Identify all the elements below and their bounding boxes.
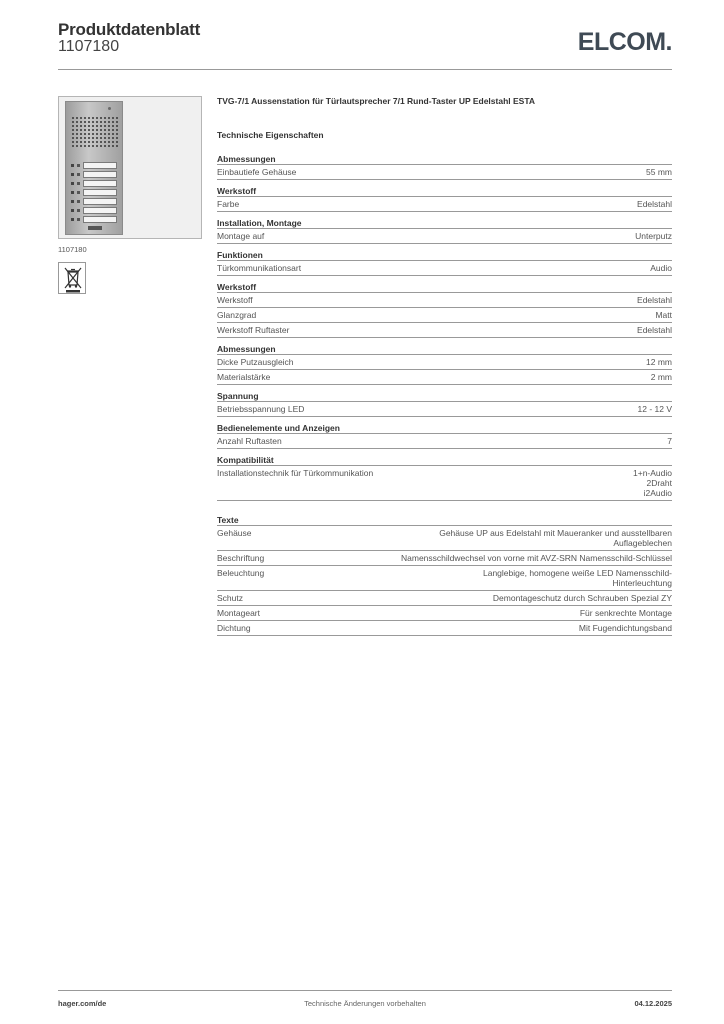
spec-label: Schutz <box>217 593 243 603</box>
document-title: Produktdatenblatt <box>58 20 201 39</box>
spec-row <box>217 566 672 591</box>
spec-label: Werkstoff <box>217 295 253 305</box>
spec-value: Edelstahl <box>637 325 672 335</box>
spec-row <box>217 323 672 338</box>
spec-row <box>217 466 672 501</box>
spec-value: 12 - 12 V <box>637 404 672 414</box>
spec-label: Glanzgrad <box>217 310 257 320</box>
spec-value: Demontageschutz durch Schrauben Spezial ZY <box>492 593 672 603</box>
call-button-row <box>71 207 119 214</box>
technical-properties-heading: Technische Eigenschaften <box>217 130 324 140</box>
spec-value: 55 mm <box>646 167 672 177</box>
product-details <box>217 96 672 636</box>
spec-value: Edelstahl <box>637 295 672 305</box>
spec-label: Werkstoff Ruftaster <box>217 325 290 335</box>
article-number: 1107180 <box>58 38 120 55</box>
door-station-panel <box>65 101 123 235</box>
spec-value: Unterputz <box>635 231 672 241</box>
spec-value: Edelstahl <box>637 199 672 209</box>
spec-label: Materialstärke <box>217 372 271 382</box>
weee-crossed-bin-icon <box>58 262 86 294</box>
screw-icon <box>108 107 111 110</box>
spec-row <box>217 261 672 276</box>
group-title: Werkstoff <box>217 282 672 293</box>
call-button-row <box>71 189 119 196</box>
spec-label: Montage auf <box>217 231 265 241</box>
spec-label: Betriebsspannung LED <box>217 404 305 414</box>
website-link[interactable]: hager.com/de <box>58 999 107 1008</box>
spec-row <box>217 551 672 566</box>
group-title: Spannung <box>217 391 672 402</box>
spec-row <box>217 621 672 636</box>
group-title: Werkstoff <box>217 186 672 197</box>
spec-value: 1+n-Audio 2Draht i2Audio <box>633 468 672 498</box>
product-title: TVG-7/1 Aussenstation für Türlautsprecher 7/1 Rund-Taster UP Edelstahl ESTA <box>217 96 536 106</box>
page-footer <box>58 990 672 1016</box>
group-title: Abmessungen <box>217 344 672 355</box>
call-button-row <box>71 198 119 205</box>
spec-label: Farbe <box>217 199 240 209</box>
spec-label: Gehäuse <box>217 528 252 538</box>
spec-row <box>217 370 672 385</box>
spec-value: 2 mm <box>650 372 672 382</box>
group-title: Funktionen <box>217 250 672 261</box>
image-caption: 1107180 <box>58 245 87 254</box>
spec-label: Einbautiefe Gehäuse <box>217 167 297 177</box>
spec-label: Installationstechnik für Türkommunikation <box>217 468 374 478</box>
spec-value: Namensschildwechsel von vorne mit AVZ-SRN Namensschild-Schlüssel <box>401 553 672 563</box>
spec-row <box>217 591 672 606</box>
call-button-row <box>71 216 119 223</box>
spec-row <box>217 197 672 212</box>
spec-label: Dichtung <box>217 623 251 633</box>
spec-value: Langlebige, homogene weiße LED Namensschild-Hinterleuchtung <box>483 568 672 588</box>
spec-row <box>217 165 672 180</box>
spec-value: Matt <box>655 310 672 320</box>
spec-value: 7 <box>667 436 672 446</box>
footer-notice: Technische Änderungen vorbehalten <box>304 999 426 1008</box>
spec-value: Gehäuse UP aus Edelstahl mit Maueranker und ausstellbaren Auflageblechen <box>439 528 672 548</box>
spec-row <box>217 526 672 551</box>
spec-row <box>217 434 672 449</box>
spec-label: Beschriftung <box>217 553 265 563</box>
product-media-column <box>58 96 202 294</box>
spec-row <box>217 402 672 417</box>
spec-value: 12 mm <box>646 357 672 367</box>
spec-label: Anzahl Ruftasten <box>217 436 282 446</box>
group-title: Bedienelemente und Anzeigen <box>217 423 672 434</box>
group-title: Texte <box>217 515 672 526</box>
spec-value: Mit Fugendichtungsband <box>578 623 672 633</box>
panel-logo <box>88 226 102 230</box>
spec-label: Montageart <box>217 608 260 618</box>
spec-row <box>217 293 672 308</box>
spec-row <box>217 229 672 244</box>
product-image <box>58 96 202 239</box>
call-button-row <box>71 162 119 169</box>
spec-label: Dicke Putzausgleich <box>217 357 294 367</box>
spec-label: Türkommunikationsart <box>217 263 302 273</box>
elcom-logo: ELCOM. <box>577 28 672 56</box>
group-title: Installation, Montage <box>217 218 672 229</box>
spec-value: Für senkrechte Montage <box>579 608 672 618</box>
page-header <box>58 20 672 70</box>
group-title: Abmessungen <box>217 154 672 165</box>
call-button-row <box>71 180 119 187</box>
call-button-row <box>71 171 119 178</box>
group-title: Kompatibilität <box>217 455 672 466</box>
speaker-grille <box>71 116 119 148</box>
footer-date: 04.12.2025 <box>634 999 672 1008</box>
spec-label: Beleuchtung <box>217 568 265 578</box>
spec-value: Audio <box>650 263 672 273</box>
spec-row <box>217 308 672 323</box>
spec-row <box>217 355 672 370</box>
spec-row <box>217 606 672 621</box>
